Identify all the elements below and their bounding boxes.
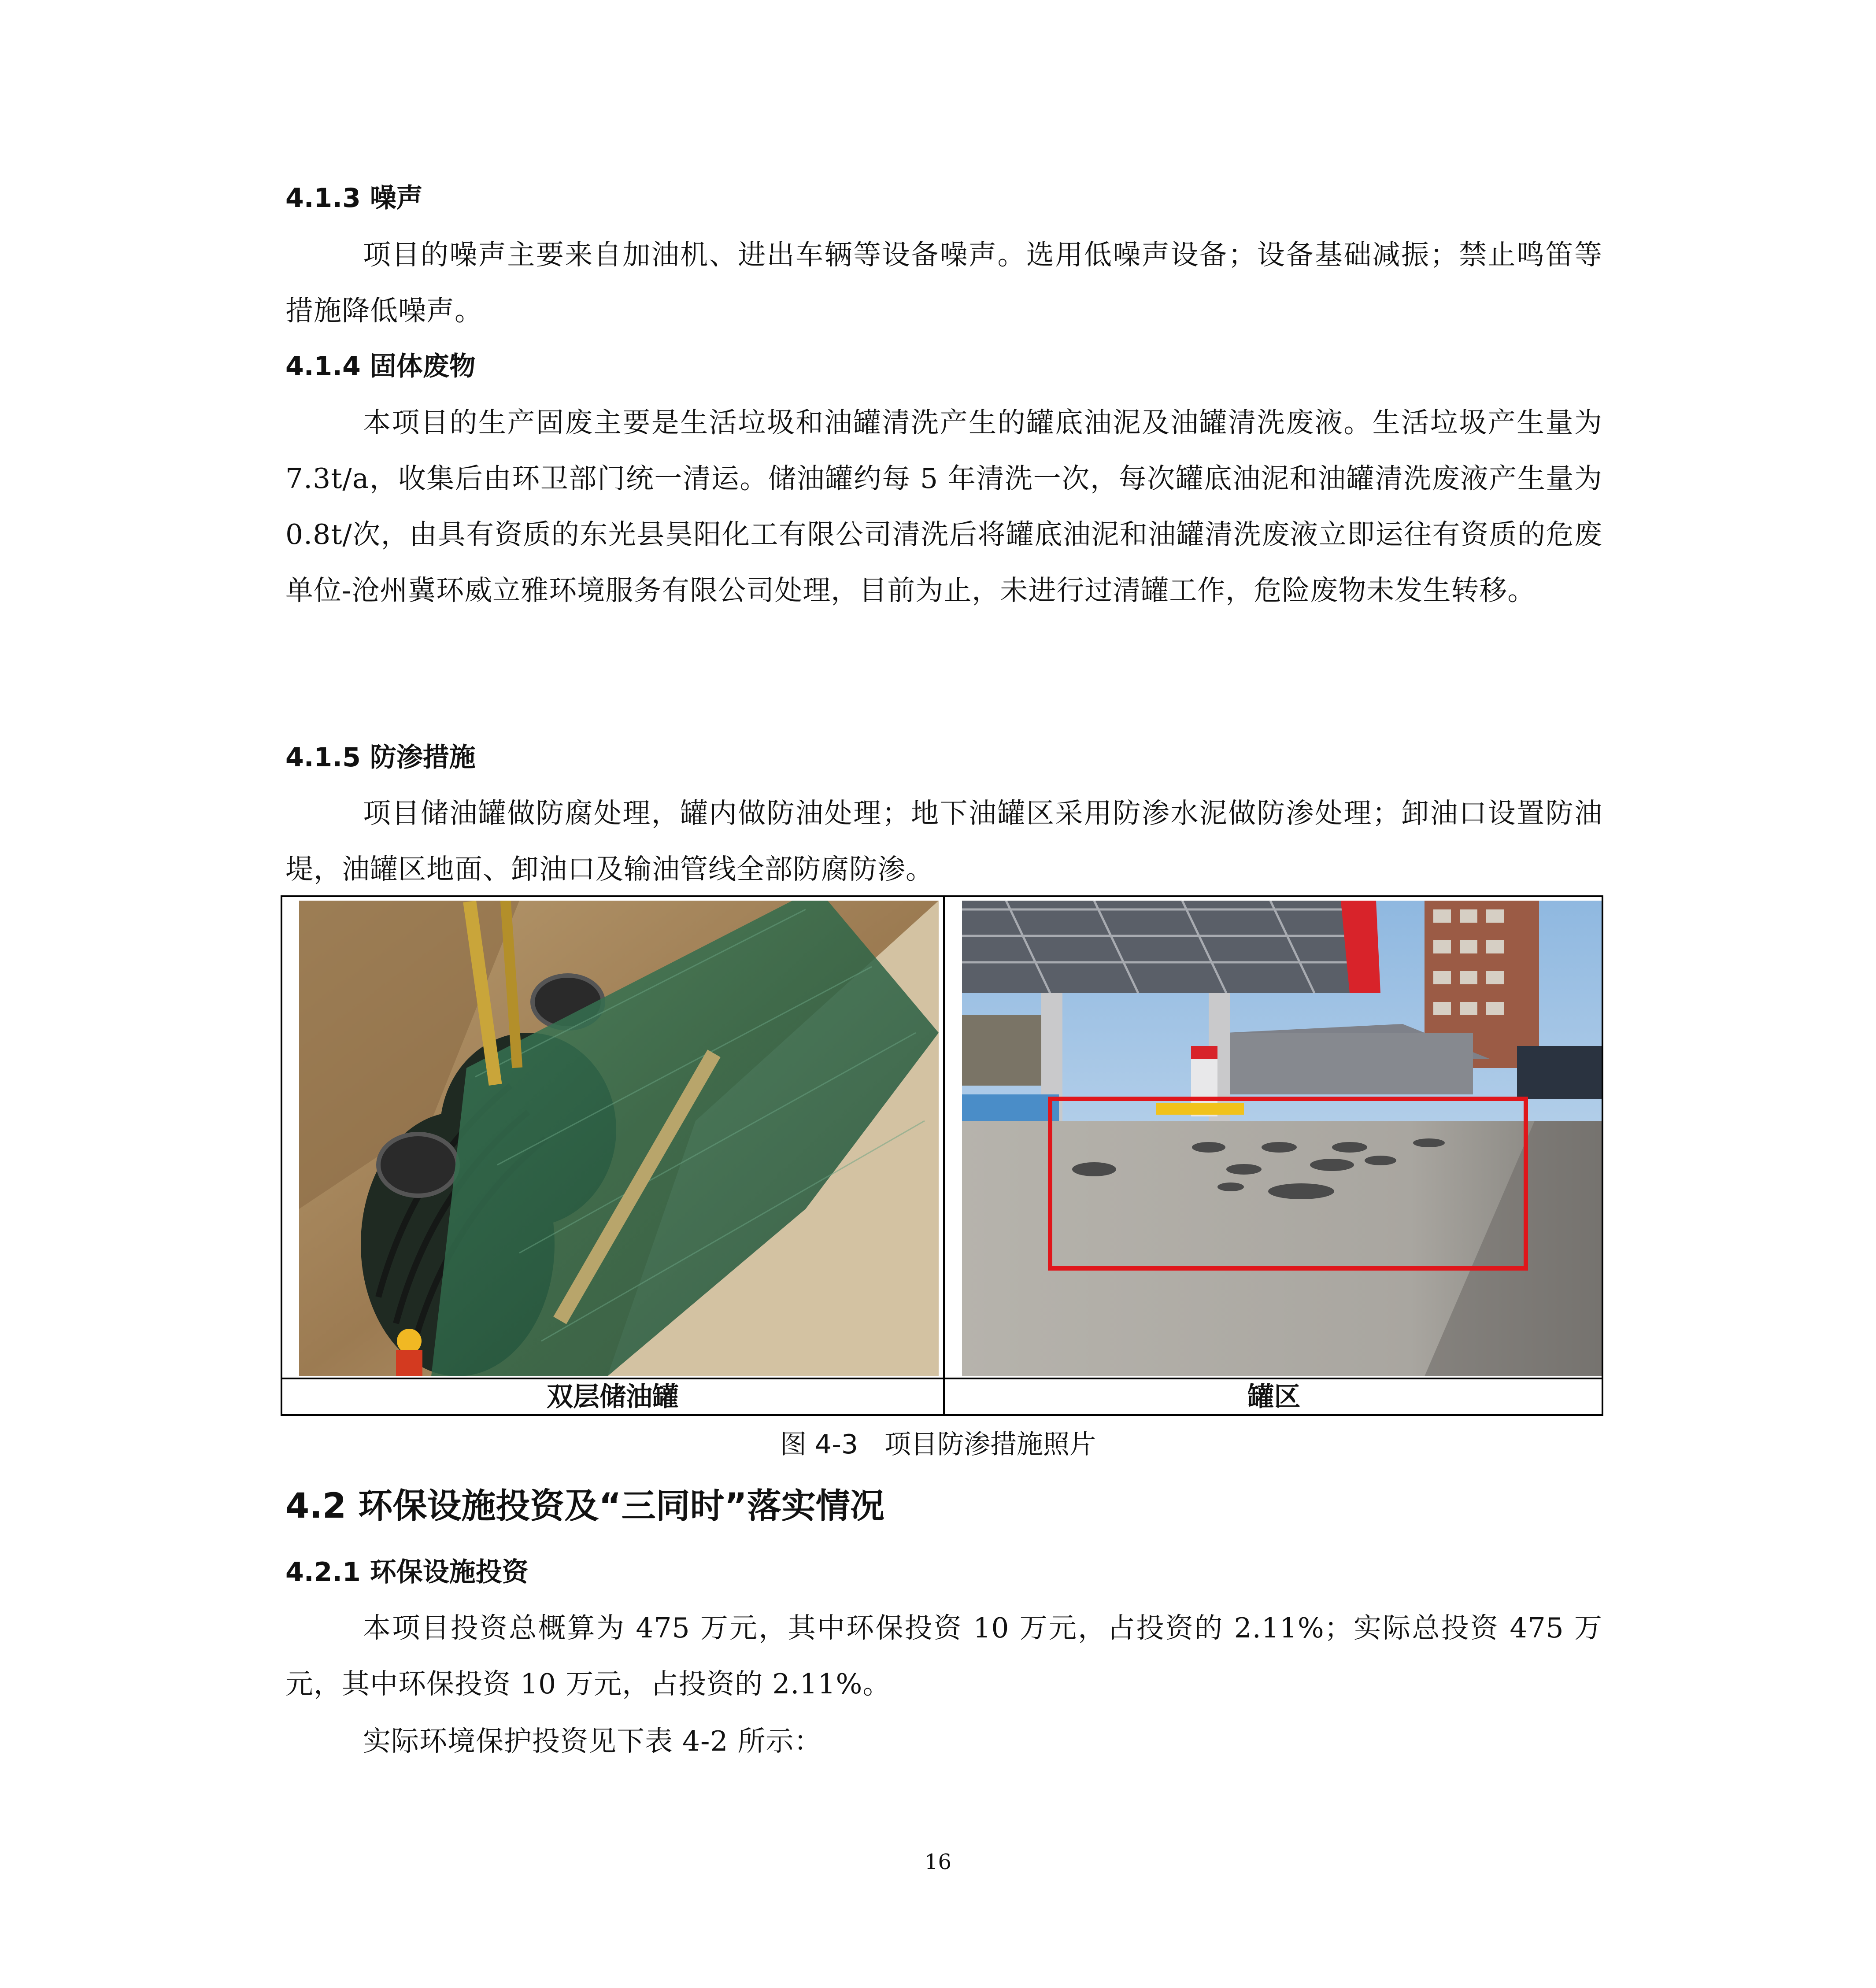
- paragraph-investment-table-ref: 实际环境保护投资见下表 4-2 所示：: [363, 1725, 822, 1757]
- paragraph-noise: 项目的噪声主要来自加油机、进出车辆等设备噪声。选用低噪声设备；设备基础减振；禁止鸣笛等措施降低噪声。: [285, 239, 1602, 327]
- figure-column-divider: [943, 897, 945, 1414]
- tank-photo-illustration: [299, 901, 939, 1376]
- paragraph-anti-seepage: 项目储油罐做防腐处理，罐内做防油处理；地下油罐区采用防渗水泥做防渗处理；卸油口设置防油堤，油罐区地面、卸油口及输油管线全部防腐防渗。: [285, 797, 1602, 885]
- section-heading-4-2: 4.2 环保设施投资及“三同时”落实情况: [285, 1486, 884, 1526]
- photo-tank-area: [962, 901, 1602, 1376]
- figure-caption: 图 4-3 项目防渗措施照片: [780, 1429, 1096, 1460]
- photo-double-layer-tank: [299, 901, 939, 1376]
- section-heading-4-1-3: 4.1.3 噪声: [285, 183, 423, 214]
- section-heading-4-1-4: 4.1.4 固体废物: [285, 351, 476, 382]
- page-number: 16: [924, 1850, 952, 1874]
- paragraph-investment: 本项目投资总概算为 475 万元，其中环保投资 10 万元，占投资的 2.11%；实际总投资 475 万元，其中环保投资 10 万元，占投资的 2.11%。: [285, 1612, 1602, 1700]
- section-heading-4-2-1: 4.2.1 环保设施投资: [285, 1557, 529, 1588]
- caption-tank-area: 罐区: [1247, 1382, 1301, 1412]
- paragraph-solid-waste: 本项目的生产固废主要是生活垃圾和油罐清洗产生的罐底油泥及油罐清洗废液。生活垃圾产生量为 7.3t/a，收集后由环卫部门统一清运。储油罐约每 5 年清洗一次，每次罐底油泥和油罐清洗废液产生量为 0.8t/次，由具有资质的东光县昊阳化工有限公司清洗后将罐底油泥和油罐清洗废液立即运往有资质的危废单位-沧州冀环威立雅环境服务有限公司处理，目前为止，未进行过清罐工作，危险废物未发生转移。: [285, 406, 1602, 606]
- figure-photo-table: [281, 895, 1603, 1416]
- section-heading-4-1-5: 4.1.5 防渗措施: [285, 742, 476, 773]
- tank-area-photo-illustration: [962, 901, 1602, 1376]
- caption-double-layer-tank: 双层储油罐: [547, 1382, 679, 1412]
